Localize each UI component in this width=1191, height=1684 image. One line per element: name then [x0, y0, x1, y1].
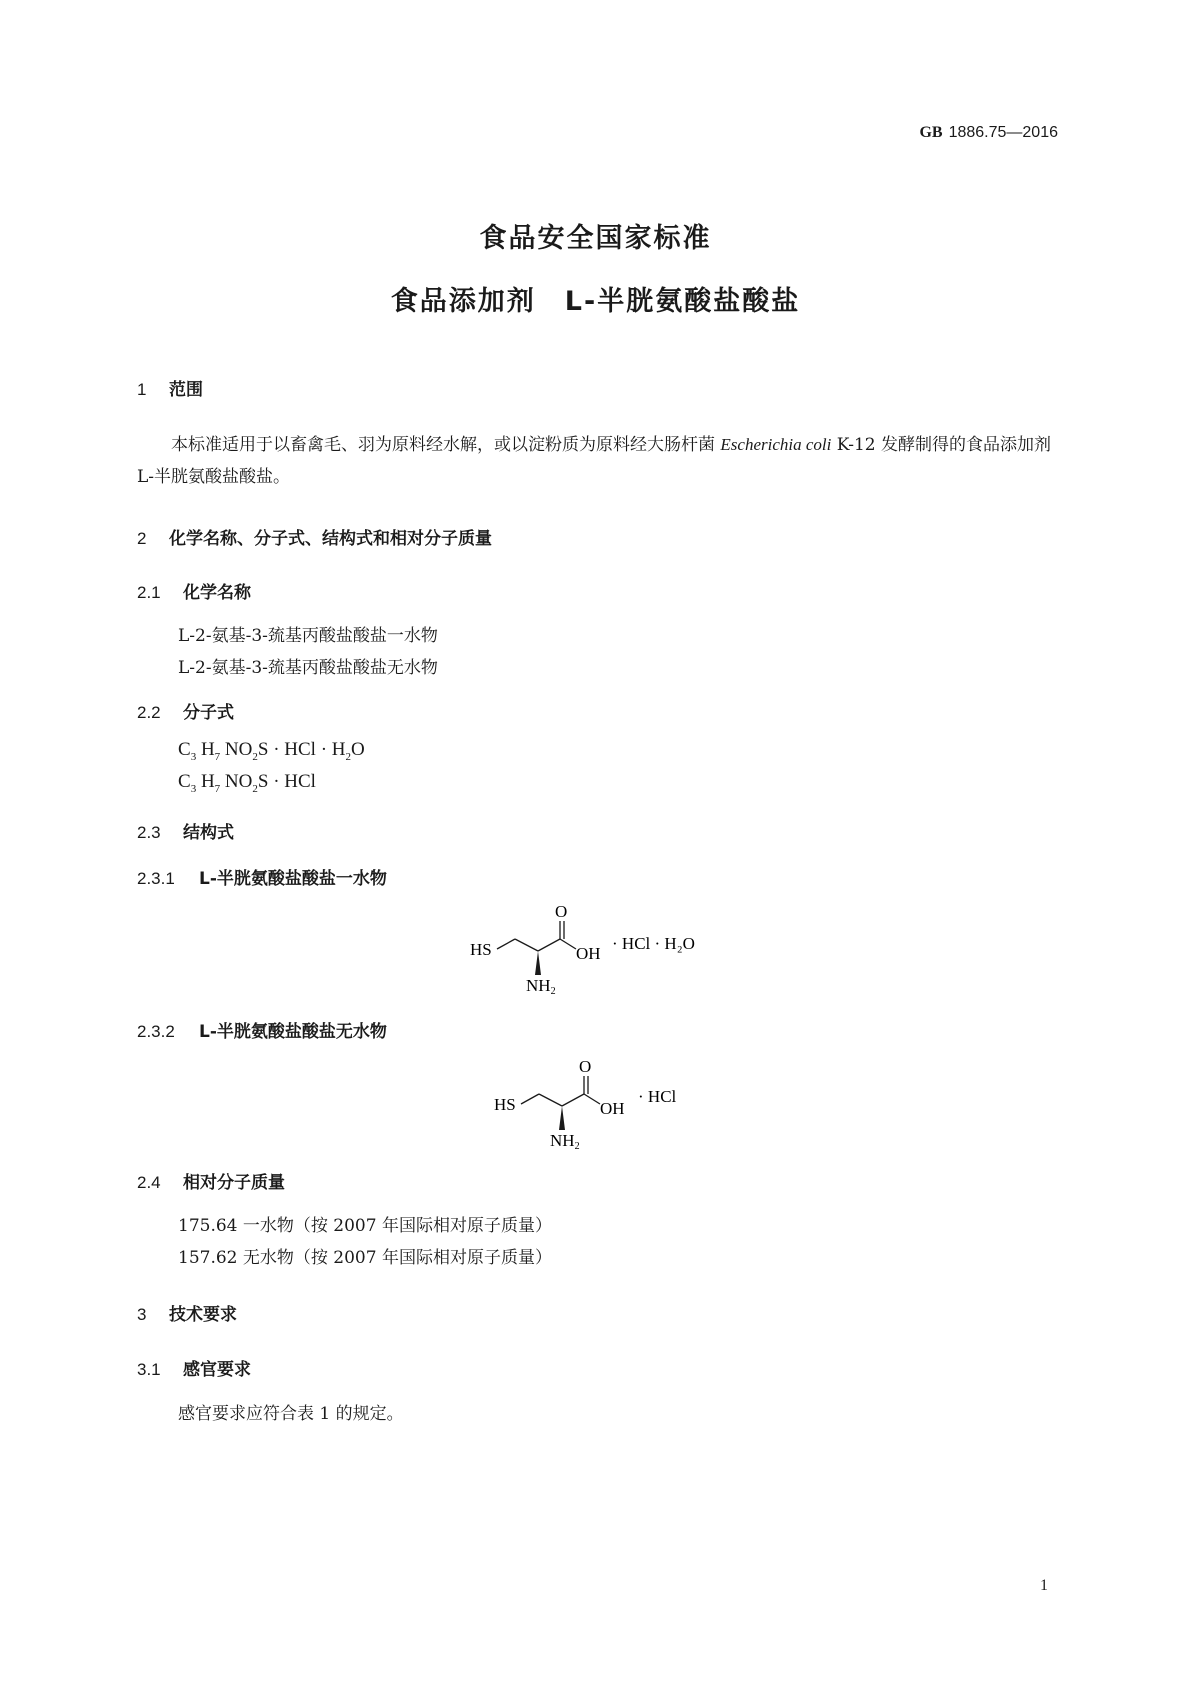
species-name: Escherichia coli	[720, 435, 832, 454]
bond	[515, 939, 538, 951]
section-3-1-heading	[137, 1355, 251, 1380]
structure-label: OH	[600, 1099, 625, 1118]
section-number: 2.1	[137, 583, 161, 602]
section-title: 分子式	[183, 703, 234, 723]
structure-label: OH	[576, 944, 601, 963]
structure-monohydrate	[470, 893, 730, 997]
structure-label-nh: NH	[526, 976, 551, 995]
section-number: 3	[137, 1305, 147, 1324]
structure-label-sub: 2	[574, 1141, 580, 1152]
formula-subscript: 7	[214, 750, 221, 763]
wedge-bond	[535, 951, 541, 975]
structure-label-sub: 2	[550, 986, 556, 997]
bond	[560, 939, 576, 949]
bond	[521, 1094, 539, 1104]
standard-code: 1886.75—2016	[948, 124, 1058, 141]
para-text-a: 本标准适用于以畜禽毛、羽为原料经水解，或以淀粉质为原料经大肠杆菌	[171, 435, 715, 455]
formula-subscript: 2	[252, 750, 258, 763]
section-title: L-半胱氨酸盐酸盐一水物	[199, 869, 387, 889]
chemical-name-2: L-2-氨基-3-巯基丙酸盐酸盐无水物	[178, 658, 438, 678]
formula-part: H	[200, 771, 215, 792]
section-number: 2.3.2	[137, 1022, 175, 1041]
structure-label: O	[555, 902, 568, 921]
bond	[538, 939, 560, 951]
section-1-paragraph	[137, 429, 1057, 493]
structure-suffix: · HCl · H₂O	[612, 934, 695, 953]
section-title: 范围	[169, 380, 203, 400]
section-3-heading	[137, 1300, 237, 1325]
section-3-1-paragraph: 感官要求应符合表 1 的规定。	[178, 1404, 404, 1424]
para-text-b: K-12 发酵制得的食品添加剂 L-半胱氨酸盐酸盐。	[137, 435, 1052, 487]
bond	[562, 1094, 584, 1106]
section-number: 2	[137, 529, 147, 548]
section-number: 2.3.1	[137, 869, 175, 888]
section-number: 2.3	[137, 823, 161, 842]
bond	[539, 1094, 562, 1106]
section-title: 化学名称	[183, 583, 251, 603]
formula-part: S · HCl · H	[257, 739, 346, 760]
formula-subscript: 3	[190, 782, 197, 795]
section-2-2-heading	[137, 698, 234, 723]
section-2-1-heading	[137, 578, 251, 603]
molecular-mass-2: 157.62 无水物（按 2007 年国际相对原子质量）	[178, 1248, 552, 1268]
section-2-3-2-heading	[137, 1017, 387, 1042]
molecular-formula-2	[178, 771, 316, 795]
chemical-name-1: L-2-氨基-3-巯基丙酸盐酸盐一水物	[178, 626, 438, 646]
section-title: 感官要求	[183, 1360, 251, 1380]
section-number: 2.2	[137, 703, 161, 722]
structure-suffix: · HCl	[638, 1087, 677, 1106]
section-title: L-半胱氨酸盐酸盐无水物	[199, 1022, 387, 1042]
structure-label	[526, 976, 556, 997]
formula-subscript: 2	[252, 782, 258, 795]
formula-subscript: 2	[345, 750, 351, 763]
structure-label-nh: NH	[550, 1131, 575, 1150]
formula-part: C	[178, 771, 191, 792]
section-number: 3.1	[137, 1360, 161, 1379]
page-number: 1	[1040, 1577, 1048, 1594]
section-number: 2.4	[137, 1173, 161, 1192]
standard-number	[919, 124, 1058, 142]
formula-subscript: 3	[190, 750, 197, 763]
section-title: 化学名称、分子式、结构式和相对分子质量	[169, 529, 492, 549]
section-2-heading	[137, 524, 492, 549]
section-2-3-heading	[137, 818, 234, 843]
standard-prefix: GB	[919, 124, 943, 141]
structure-label	[550, 1131, 580, 1152]
structure-label: O	[579, 1057, 592, 1076]
bond	[497, 939, 515, 949]
molecular-formula-1	[178, 739, 365, 763]
section-1-heading	[137, 375, 203, 400]
structure-label: HS	[470, 940, 492, 959]
section-title: 相对分子质量	[183, 1173, 285, 1193]
formula-subscript: 7	[214, 782, 221, 795]
formula-part: NO	[224, 739, 253, 760]
formula-part: NO	[224, 771, 253, 792]
formula-part: H	[200, 739, 215, 760]
structure-anhydrous	[494, 1046, 724, 1152]
document-subtitle: 食品添加剂 L-半胱氨酸盐酸盐	[390, 286, 801, 317]
section-2-4-heading	[137, 1168, 285, 1193]
structure-label: HS	[494, 1095, 516, 1114]
section-title: 技术要求	[169, 1305, 237, 1325]
formula-part: S · HCl	[257, 771, 316, 792]
formula-part: O	[351, 739, 365, 760]
molecular-mass-1: 175.64 一水物（按 2007 年国际相对原子质量）	[178, 1216, 552, 1236]
bond	[584, 1094, 600, 1104]
section-title: 结构式	[183, 823, 234, 843]
formula-part: C	[178, 739, 191, 760]
page-title: 食品安全国家标准	[479, 223, 712, 254]
section-number: 1	[137, 380, 147, 399]
section-2-3-1-heading	[137, 864, 387, 889]
wedge-bond	[559, 1106, 565, 1130]
